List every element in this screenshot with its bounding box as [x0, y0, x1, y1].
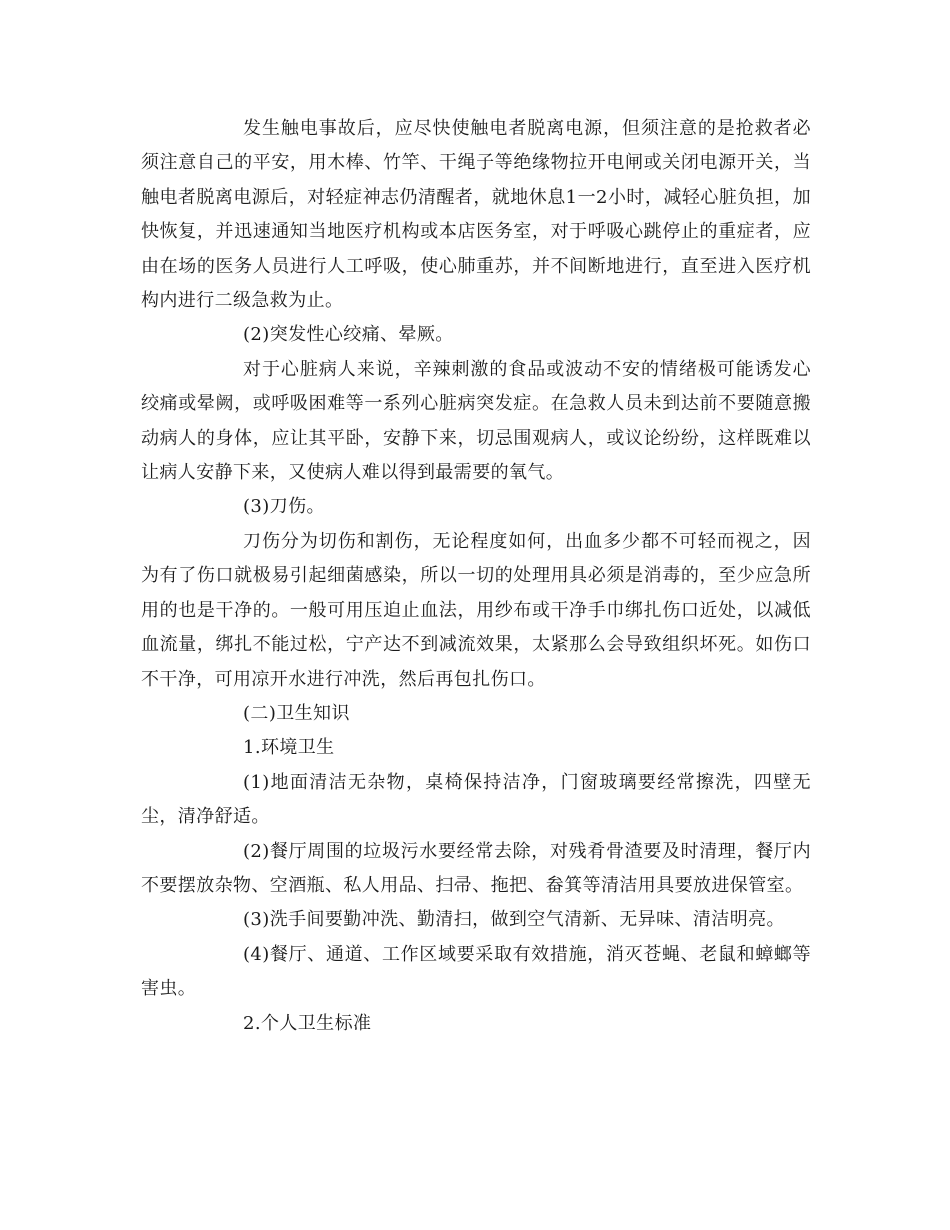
paragraph-hygiene-item-3: (3)洗手间要勤冲洗、勤清扫，做到空气清新、无异味、清洁明亮。 [243, 909, 785, 931]
paragraph-hygiene-item-4: (4)餐厅、通道、工作区域要采取有效措施，消灭苍蝇、老鼠和蟑螂等害虫。 [141, 943, 811, 1000]
document-body [141, 112, 811, 1041]
heading-angina-syncope: (2)突发性心绞痛、晕厥。 [243, 324, 454, 346]
paragraph-electric-shock: 发生触电事故后，应尽快使触电者脱离电源，但须注意的是抢救者必须注意自己的平安，用木棒、竹竿、干绳子等绝缘物拉开电闸或关闭电源开关，当触电者脱离电源后，对轻症神志仍清醒者，就地休息1一2小时，减轻心脏负担，加快恢复，并迅速通知当地医疗机构或本店医务室，对于呼吸心跳停止的重症者，应由在场的医务人员进行人工呼吸，使心肺重苏，并不间断地进行，直至进入医疗机构内进行二级急救为止。 [141, 118, 811, 312]
paragraph-knife-wound: 刀伤分为切伤和割伤，无论程度如何，出血多少都不可轻而视之，因为有了伤口就极易引起细菌感染，所以一切的处理用具必须是消毒的，至少应急所用的也是干净的。一般可用压迫止血法，用纱布或干净手巾绑扎伤口近处，以减低血流量，绑扎不能过松，宁产达不到减流效果，太紧那么会导致组织坏死。如伤口不干净，可用凉开水进行冲洗，然后再包扎伤口。 [141, 530, 811, 690]
heading-knife-wound: (3)刀伤。 [243, 496, 325, 518]
heading-environmental-hygiene: 1.环境卫生 [243, 737, 335, 759]
paragraph-angina-syncope: 对于心脏病人来说，辛辣刺激的食品或波动不安的情绪极可能诱发心绞痛或晕阙，或呼吸困难等一系列心脏病突发症。在急救人员未到达前不要随意搬动病人的身体，应让其平卧，安静下来，切忌围观病人，或议论纷纷，这样既难以让病人安静下来，又使病人难以得到最需要的氧气。 [141, 358, 811, 484]
heading-personal-hygiene: 2.个人卫生标准 [243, 1012, 372, 1034]
heading-hygiene-knowledge: (二)卫生知识 [243, 702, 350, 724]
paragraph-hygiene-item-2: (2)餐厅周围的垃圾污水要经常去除，对残肴骨渣要及时清理，餐厅内不要摆放杂物、空酒瓶、私人用品、扫帚、拖把、畚箕等清洁用具要放进保管室。 [141, 840, 811, 896]
paragraph-hygiene-item-1: (1)地面清洁无杂物，桌椅保持洁净，门窗玻璃要经常擦洗，四壁无尘，清净舒适。 [141, 771, 811, 828]
